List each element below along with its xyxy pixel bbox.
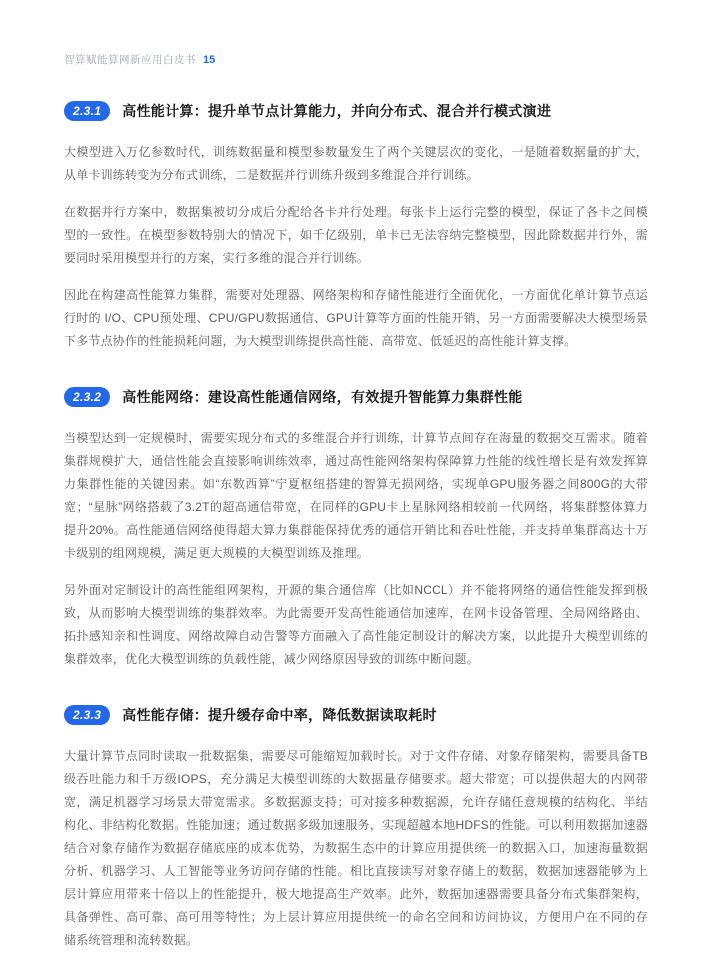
paragraph: 因此在构建高性能算力集群，需要对处理器、网络架构和存储性能进行全面优化，一方面优化单计算节点运行时的 I/O、CPU预处理、CPU/GPU数据通信、GPU计算等方面的性能开销，另一方面需要解决大模型场景下多节点协作的性能损耗问题，为大模型训练提供高性能、高带宽、低延迟的高性能计算支撑。 [64, 288, 648, 348]
paragraph: 另外面对定制设计的高性能组网架构，开源的集合通信库（比如NCCL）并不能将网络的通信性能发挥到极致，从而影响大模型训练的集群效率。为此需要开发高性能通信加速库，在网卡设备管理、全局网络路由、拓扑感知亲和性调度、网络故障自动告警等方面融入了高性能定制设计的解决方案，以此提升大模型训练的集群效率，优化大模型训练的负载性能，减少网络原因导致的训练中断问题。 [64, 583, 648, 666]
section-title: 高性能网络：建设高性能通信网络，有效提升智能算力集群性能 [122, 389, 523, 405]
section-body [64, 745, 648, 952]
section-badge: 2.3.1 [64, 101, 110, 121]
section-2-3-2 [64, 387, 648, 671]
section-badge: 2.3.2 [64, 387, 110, 407]
section-2-3-3 [64, 705, 648, 952]
paragraph: 大量计算节点同时读取一批数据集，需要尽可能缩短加载时长。对于文件存储、对象存储架构，需要具备TB级吞吐能力和千万级IOPS，充分满足大模型训练的大数据量存储要求。超大带宽；可以提供超大的内网带宽，满足机器学习场景大带宽需求。多数据源支持；可对接多种数据源，允许存储任意规模的结构化、半结构化、非结构化数据。性能加速；通过数据多级加速服务，实现超越本地HDFS的性能。可以利用数据加速器结合对象存储作为数据存储底座的成本优势，为数据生态中的计算应用提供统一的数据入口，加速海量数据分析、机器学习、人工智能等业务访问存储的性能。相比直接读写对象存储上的数据，数据加速器能够为上层计算应用带来十倍以上的性能提升，极大地提高生产效率。此外，数据加速器需要具备分布式集群架构，具备弹性、高可靠、高可用等特性；为上层计算应用提供统一的命名空间和访问协议，方便用户在不同的存储系统管理和流转数据。 [64, 749, 648, 947]
section-heading [64, 101, 648, 121]
section-heading [64, 387, 648, 407]
section-title: 高性能存储：提升缓存命中率，降低数据读取耗时 [122, 707, 437, 723]
section-badge: 2.3.3 [64, 705, 110, 725]
paragraph: 大模型进入万亿参数时代，训练数据量和模型参数量发生了两个关键层次的变化，一是随着数据量的扩大，从单卡训练转变为分布式训练，二是数据并行训练升级到多维混合并行训练。 [64, 145, 648, 182]
page-number: 15 [203, 54, 216, 66]
paragraph: 在数据并行方案中，数据集被切分成后分配给各卡并行处理。每张卡上运行完整的模型，保证了各卡之间模型的一致性。在模型参数特别大的情况下，如千亿级别，单卡已无法容纳完整模型，因此除数据并行外，需要同时采用模型并行的方案，实行多维的混合并行训练。 [64, 205, 648, 265]
section-title: 高性能计算：提升单节点计算能力，并向分布式、混合并行模式演进 [122, 103, 552, 119]
section-2-3-1 [64, 101, 648, 353]
paragraph: 当模型达到一定规模时，需要实现分布式的多维混合并行训练，计算节点间存在海量的数据交互需求。随着集群规模扩大，通信性能会直接影响训练效率，通过高性能网络架构保障算力性能的线性增长是有效发挥算力集群性能的关键因素。如“东数西算”宁夏枢纽搭建的智算无损网络，实现单GPU服务器之间800G的大带宽；“星脉”网络搭载了3.2T的超高通信带宽，在同样的GPU卡上星脉网络相较前一代网络，将集群整体算力提升20%。高性能通信网络使得超大算力集群能保持优秀的通信开销比和吞吐性能，并支持单集群高达十万卡级别的组网规模，满足更大规模的大模型训练及推理。 [64, 431, 648, 560]
doc-title: 智算赋能算网新应用白皮书 [64, 54, 196, 66]
section-heading [64, 705, 648, 725]
doc-header [64, 52, 648, 67]
section-body [64, 427, 648, 671]
section-body [64, 141, 648, 353]
